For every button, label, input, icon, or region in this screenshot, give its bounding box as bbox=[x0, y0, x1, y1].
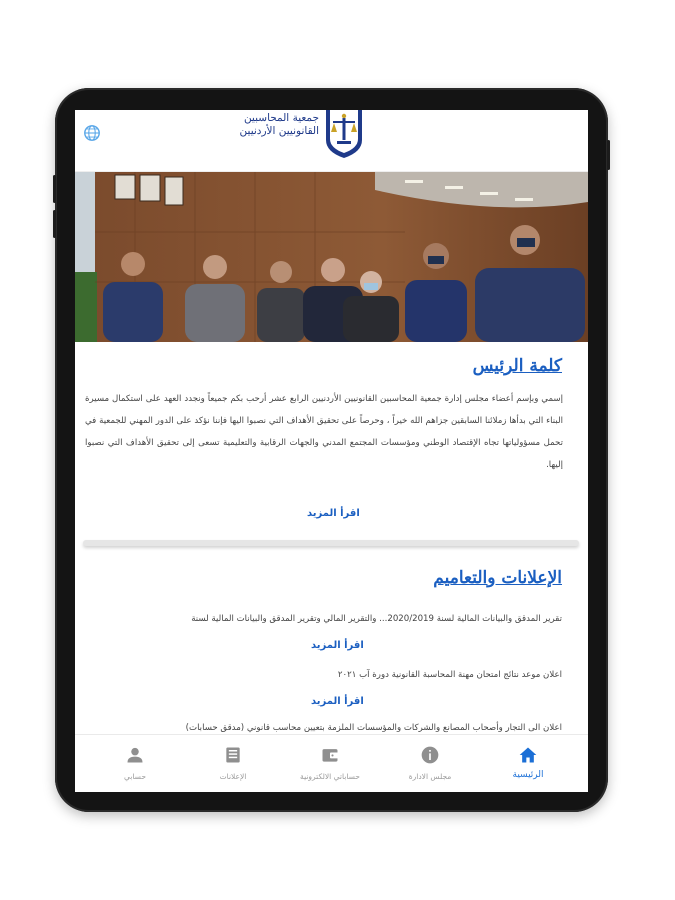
announcements-title[interactable]: الإعلانات والتعاميم bbox=[433, 568, 562, 588]
announcement-read-more-link[interactable]: اقرأ المزيد bbox=[311, 640, 364, 651]
nav-account[interactable] bbox=[85, 735, 185, 792]
wallet-icon bbox=[320, 745, 340, 765]
volume-down-button bbox=[53, 210, 56, 238]
section-divider bbox=[83, 540, 579, 546]
logo-text bbox=[215, 112, 319, 138]
announcement-item[interactable]: اعلان موعد نتائج امتحان مهنة المحاسبة القانونية دورة آب ٢٠٢١ bbox=[337, 670, 562, 680]
president-word-text: إسمي وبإسم أعضاء مجلس إدارة جمعية المحاسبين القانونيين الأردنيين الرابع عشر أرحب بكم جميعاً ونجدد العهد على استكمال مسيرة البناء التي بدأها زملائنا السابقين جزاهم الله خيراً ، وحرصاً على تحقيق الأهداف التي نصبوا اليها فإننا نؤكد على الدور المهني للجمعية في تحمل مسؤولياتها تجاه الإقتصاد الوطني ومؤسسات المجتمع المدني والجهات الرقابية والتعليمية تسعى إلى تحقيق الأهداف التي نصبوا إليها. bbox=[85, 394, 563, 470]
announcement-item[interactable]: اعلان الى التجار وأصحاب المصانع والشركات والمؤسسات الملزمة بتعيين محاسب قانوني (مدقق حسابات) bbox=[185, 723, 562, 733]
president-word-title[interactable]: كلمة الرئيس bbox=[472, 356, 562, 376]
president-read-more-link[interactable]: اقرأ المزيد bbox=[307, 508, 360, 519]
info-icon bbox=[420, 745, 440, 765]
nav-home-label: الرئيسية bbox=[512, 770, 544, 780]
announcement-read-more-link[interactable]: اقرأ المزيد bbox=[311, 696, 364, 707]
nav-accounts[interactable] bbox=[280, 735, 380, 792]
nav-ads[interactable] bbox=[183, 735, 283, 792]
nav-home[interactable] bbox=[478, 735, 578, 792]
app-header bbox=[75, 110, 588, 172]
volume-up-button bbox=[53, 175, 56, 203]
announcement-item[interactable]: تقرير المدقق والبيانات المالية لسنة 2020/2019... والتقرير المالي وتقرير المدقق والبيانات المالية لسنة bbox=[191, 614, 562, 624]
person-icon bbox=[125, 745, 145, 765]
logo-line-1: جمعية المحاسبين bbox=[243, 112, 319, 124]
nav-board[interactable] bbox=[380, 735, 480, 792]
nav-ads-label: الإعلانات bbox=[219, 772, 247, 781]
app-screen bbox=[75, 110, 588, 792]
hero-photo bbox=[75, 172, 588, 342]
nav-accounts-label: حساباتي الالكترونية bbox=[300, 772, 360, 781]
news-icon bbox=[223, 745, 243, 765]
power-button bbox=[607, 140, 610, 170]
bottom-navigation bbox=[75, 734, 588, 792]
logo-line-2: القانونيين الأردنيين bbox=[239, 125, 319, 137]
nav-account-label: حسابي bbox=[124, 772, 146, 781]
globe-icon[interactable] bbox=[83, 124, 101, 142]
logo-emblem-icon bbox=[324, 110, 364, 158]
home-icon bbox=[518, 745, 538, 765]
nav-board-label: مجلس الادارة bbox=[408, 772, 452, 781]
